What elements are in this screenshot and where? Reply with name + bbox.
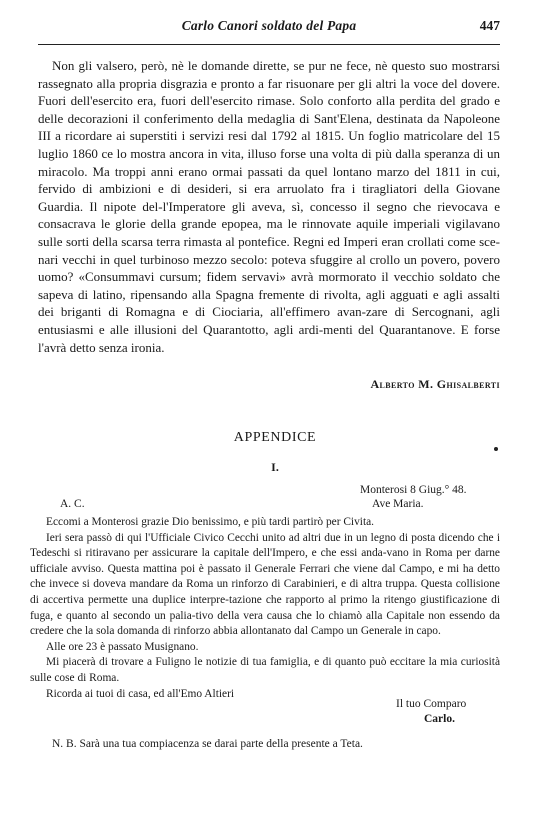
letter-body [30, 515, 500, 702]
letter-greeting: Ave Maria. [372, 498, 424, 510]
author-signature: Alberto M. Ghisalberti [370, 377, 500, 391]
page-number: 447 [479, 18, 500, 33]
essay-paragraph: Non gli valsero, però, nè le domande dirette, se pur ne fece, nè questo suo mostrarsi rassegnato alla propria disgrazia e pronto a far risuonare per gli altri la voce del dovere. Fuori dell'esercito era, fuori dell'esercito rimase. Solo conforto alla perdita del grado e delle decorazioni il conferimento della medaglia di Sant'Elena, destinata da Napoleone III a ricordare ai superstiti i servizi resi dal 1792 al 1815. Un foglio matricolare del 15 luglio 1860 ce lo mostra ancora in vita, illuso forse una volta di più dalla speranza di un miracolo. Ma troppi anni erano ormai passati da quel lontano marzo del 1811 in cui, fervido di ambizioni e di desideri, si era arruolato fra i tiragliatori della Giovane Guardia. Il nipote del-l'Imperatore gli aveva, sì, concesso il segno che rievocava e consacrava le glorie della grande epopea, ma le rinnovate aquile imperiali vigilavano sulle sorti della scarsa terra rimasta al pontefice. Regni ed Imperi eran crollati come sce-nari vecchi in quel turbinoso mezzo secolo: poteva sfuggire al crollo un povero, povero uomo? «Consummavi cursum; fidem servavi» avrà mormorato il vecchio soldato che sapeva di latino, ripensando alla Spagna fremente di rivolta, agli agguati e agli assalti dei briganti di Romagna e di Ciociaria, all'effimero avan-zare di Sercognani, agli entusiasmi e alle illusioni del Quarantotto, agli ardi-menti del Quarantanove. E forse l'avrà detto senza ironia. [38, 58, 500, 355]
page-header [38, 16, 500, 45]
running-title: Carlo Canori soldato del Papa [181, 18, 357, 33]
bullet-mark [494, 447, 498, 451]
letter-paragraph: Ieri sera passò di qui l'Ufficiale Civico Cecchi unito ad altri due in un legno di posta dicendo che i Tedeschi si ritiravano per assicurare la capitale dell'Impero, e che essi anda-vano in Roma per darne ufficiale avviso. Questa mattina poi è passato il Generale Ferrari che viene dal Campo, e mi ha detto che invece si doveva mandare da Roma un rinforzo di Carabinieri, e di altra truppa. Questa collisione di accertiva permette una duplice interpre-tazione che rapporto al primo la ritengo giustificazione di fuga, e quanto al secondo un palia-tivo della vera causa che lo chiamò alla Capitale non essendo da credere che la sola domanda di rinforzo abbia allontanato dal Campo un Generale in capo. [30, 531, 500, 638]
letter-sender: A. C. [60, 498, 85, 510]
section-number: I. [271, 460, 279, 474]
appendix-title: APPENDICE [233, 430, 317, 445]
letter-paragraph: Ricorda ai tuoi di casa, ed all'Emo Altieri [46, 687, 235, 700]
letter-closing-name: Carlo. [424, 713, 455, 725]
letter-place-date: Monterosi 8 Giug.° 48. [360, 484, 467, 496]
letter-paragraph: Alle ore 23 è passato Musignano. [46, 640, 199, 653]
letter-closing: Il tuo Comparo [396, 698, 467, 710]
letter-paragraph: Eccomi a Monterosi grazie Dio benissimo, e più tardi partirò per Civita. [46, 516, 375, 528]
letter-paragraph: Mi piacerà di trovare a Fuligno le notizie di tua famiglia, e di quanto può eccitare la mia curiosità sulle cose di Roma. [30, 656, 500, 684]
letter-postscript: N. B. Sarà una tua compiacenza se darai parte della presente a Teta. [52, 738, 363, 750]
